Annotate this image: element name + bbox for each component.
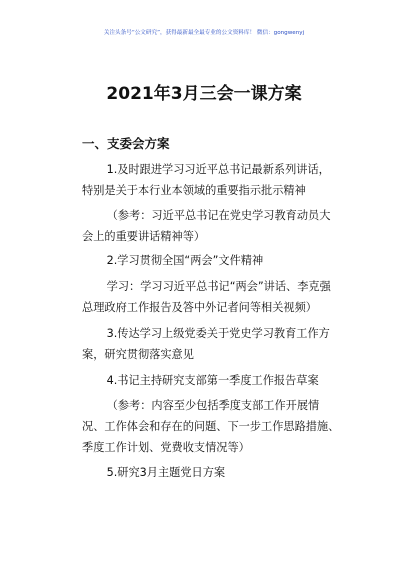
paragraph-reference-1: （参考：习近平总书记在党史学习教育动员大会上的重要讲话精神等） bbox=[82, 209, 331, 243]
paragraph-item-5: 5.研究3月主题党日方案 bbox=[106, 466, 226, 479]
header-note: 关注头条号“公文研究”，获得最新最全最专业的公文资料库！ 微信：gongwenyj bbox=[103, 30, 305, 36]
section-heading: 一、支委会方案 bbox=[82, 136, 170, 151]
paragraph-item-2: 2.学习贯彻全国“两会”文件精神 bbox=[106, 254, 264, 267]
paragraph-reference-2: 学习：学习习近平总书记“两会”讲话、李克强总理政府工作报告及答中外记者问等相关视频） bbox=[82, 280, 331, 314]
document-title: 2021年3月三会一课方案 bbox=[106, 84, 302, 104]
paragraph-reference-4: （参考：内容至少包括季度支部工作开展情况、工作体会和存在的问题、下一步工作思路措施、季度工作计划、党费收支情况等） bbox=[82, 399, 340, 454]
paragraph-item-1: 1.及时跟进学习习近平总书记最新系列讲话，特别是关于本行业本领域的重要指示批示精神 bbox=[82, 163, 330, 197]
paragraph-item-4: 4.书记主持研究支部第一季度工作报告草案 bbox=[106, 374, 319, 387]
paragraph-item-3: 3.传达学习上级党委关于党史学习教育工作方案，研究贯彻落实意见 bbox=[82, 327, 330, 361]
